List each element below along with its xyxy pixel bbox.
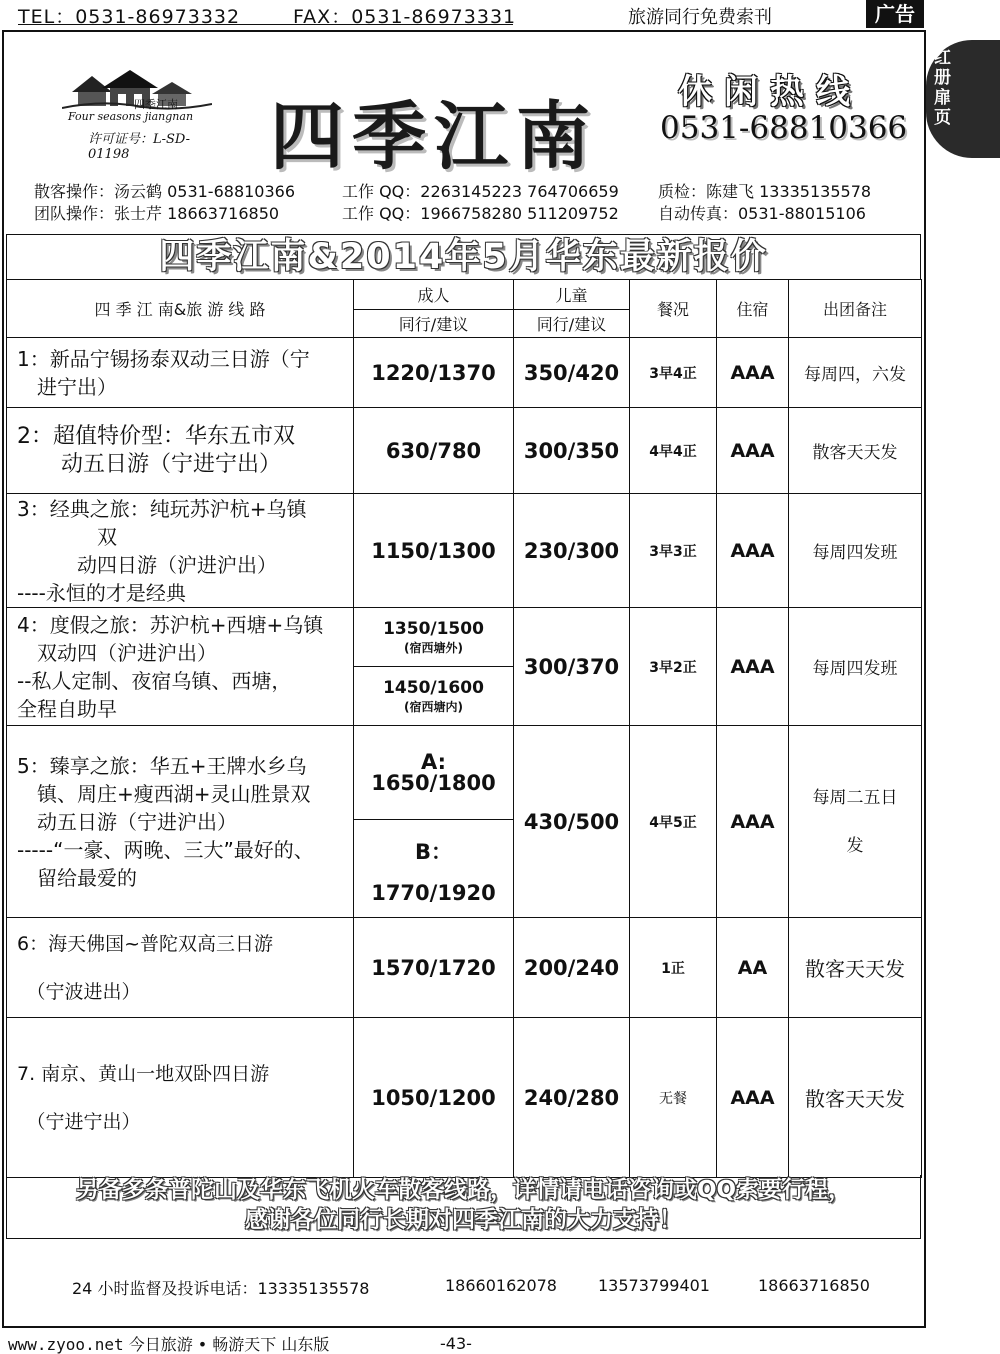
table-row [7, 726, 922, 820]
adult-price-option-b [354, 820, 514, 918]
meal-info: 4早5正 [630, 726, 717, 918]
top-bar [0, 0, 1000, 28]
header-child-sub: 同行/建议 [514, 310, 630, 338]
footnote-block [6, 1175, 921, 1239]
route-name: 4：度假之旅：苏沪杭+西塘+乌镇 双动四（沪进沪出） --私人定制、夜宿乌镇、西塘， 全程自助早 [7, 608, 354, 726]
table-row [7, 408, 922, 494]
meal-info: 1正 [630, 918, 717, 1018]
price-banner-title: 四季江南&2014年5月华东最新报价 [159, 237, 768, 277]
lodging-info: AAA [717, 608, 789, 726]
header-remark: 出团备注 [789, 280, 922, 338]
free-catalog-text: 旅游同行免费索刊 [628, 7, 772, 28]
footnote-line-1: 另备多条普陀山及华东飞机火车散客线路，详情请电话咨询或QQ索要行程， [75, 1177, 852, 1203]
logo-name-en: Four seasons jiangnan [68, 110, 194, 123]
adult-price: 1350/1500 [383, 618, 484, 639]
route-name: 3：经典之旅：纯玩苏沪杭+乌镇 双 动四日游（沪进沪出） ----永恒的才是经典 [7, 494, 354, 608]
route-name: 7. 南京、黄山一地双卧四日游 （宁进宁出） [7, 1018, 354, 1178]
lodging-info: AAA [717, 338, 789, 408]
lodging-info: AA [717, 918, 789, 1018]
page-number: -43- [440, 1334, 472, 1353]
company-logo [62, 66, 212, 162]
adult-price-label: A: [420, 749, 447, 774]
quality-check-contact: 质检：陈建飞 13335135578 [658, 182, 872, 201]
route-name: 2：超值特价型：华东五市双 动五日游（宁进宁出） [7, 408, 354, 494]
hotline-number: 0531-68810366 [660, 110, 908, 146]
child-price: 350/420 [514, 338, 630, 408]
adult-price-option-a [354, 726, 514, 820]
header-route: 四 季 江 南&旅 游 线 路 [7, 280, 354, 338]
adult-price-label: B： [414, 839, 452, 864]
site-url: www.zyoo.net [8, 1335, 124, 1354]
header-fax: FAX：0531-86973331 [293, 6, 517, 28]
brand-title: 四季江南 [270, 94, 598, 180]
complaint-phone-2: 18660162078 [445, 1276, 557, 1295]
header-lodging: 住宿 [717, 280, 789, 338]
route-name: 5：臻享之旅：华五+王牌水乡乌 镇、周庄+瘦西湖+灵山胜景双 动五日游（宁进沪出） -----“一豪、两晚、三大”最好的、 留给最爱的 [7, 726, 354, 918]
lodging-info: AAA [717, 1018, 789, 1178]
header-rule [18, 24, 513, 25]
bottom-bar [8, 1332, 329, 1354]
adult-price: 1650/1800 [371, 770, 496, 795]
table-header-row [7, 280, 922, 310]
departure-remark: 散客天天发 [789, 1018, 922, 1178]
lodging-info: AAA [717, 494, 789, 608]
departure-remark: 每周四，六发 [789, 338, 922, 408]
route-name: 6：海天佛国~普陀双高三日游 （宁波进出） [7, 918, 354, 1018]
child-price: 230/300 [514, 494, 630, 608]
child-price: 430/500 [514, 726, 630, 918]
child-price: 300/350 [514, 408, 630, 494]
price-banner [6, 234, 921, 280]
meal-info: 3早4正 [630, 338, 717, 408]
price-table [6, 279, 922, 1178]
side-tab [926, 40, 1000, 158]
meal-info: 4早4正 [630, 408, 717, 494]
complaint-phone-3: 13573799401 [598, 1276, 710, 1295]
meal-info: 3早3正 [630, 494, 717, 608]
work-qq-2: 工作 QQ：1966758280 511209752 [342, 204, 619, 223]
child-price: 240/280 [514, 1018, 630, 1178]
route-name: 1：新品宁锡扬泰双动三日游（宁 进宁出） [7, 338, 354, 408]
child-price: 200/240 [514, 918, 630, 1018]
logo-name-cn: 四季江南 [134, 98, 178, 111]
lodging-info: AAA [717, 408, 789, 494]
adult-price: 1050/1200 [354, 1018, 514, 1178]
side-tab-label: 红册扉页 [934, 48, 951, 128]
adult-price-option-a [354, 608, 514, 667]
adult-price-option-b [354, 667, 514, 726]
work-qq-1: 工作 QQ：2263145223 764706659 [342, 182, 619, 201]
departure-remark: 散客天天发 [789, 918, 922, 1018]
meal-info: 3早2正 [630, 608, 717, 726]
adult-price: 630/780 [354, 408, 514, 494]
header-child: 儿童 [514, 280, 630, 310]
adult-price: 1450/1600 [383, 677, 484, 698]
departure-remark: 每周四发班 [789, 608, 922, 726]
footer-slogan: 今日旅游 • 畅游天下 山东版 [128, 1335, 330, 1354]
table-row [7, 1018, 922, 1178]
ad-tag: 广告 [866, 0, 924, 28]
header-meal: 餐况 [630, 280, 717, 338]
license-number: 许可证号：L-SD-01198 [88, 132, 190, 162]
adult-price-note: (宿西塘内) [404, 699, 463, 714]
table-row [7, 608, 922, 667]
adult-price-note: (宿西塘外) [404, 640, 463, 655]
departure-remark: 散客天天发 [789, 408, 922, 494]
child-price: 300/370 [514, 608, 630, 726]
adult-price: 1220/1370 [354, 338, 514, 408]
header-adult: 成人 [354, 280, 514, 310]
departure-remark: 每周二五日 发 [789, 726, 922, 918]
header-tel: TEL：0531-86973332 [18, 6, 241, 28]
table-row [7, 494, 922, 608]
hotline-label: 休闲热线 [678, 72, 862, 112]
complaint-phone-4: 18663716850 [758, 1276, 870, 1295]
adult-price: 1770/1920 [371, 880, 496, 905]
complaint-hotline: 24 小时监督及投诉电话：13335135578 [72, 1279, 370, 1298]
group-ops-contact: 团队操作：张士芹 18663716850 [34, 204, 280, 223]
departure-remark: 每周四发班 [789, 494, 922, 608]
table-row [7, 918, 922, 1018]
retail-ops-contact: 散客操作：汤云鹤 0531-68810366 [34, 182, 296, 201]
footnote-line-2: 感谢各位同行长期对四季江南的大力支持！ [245, 1207, 682, 1233]
auto-fax-contact: 自动传真：0531-88015106 [658, 204, 866, 223]
lodging-info: AAA [717, 726, 789, 918]
adult-price: 1150/1300 [354, 494, 514, 608]
adult-price: 1570/1720 [354, 918, 514, 1018]
table-row [7, 338, 922, 408]
meal-info: 无餐 [630, 1018, 717, 1178]
header-adult-sub: 同行/建议 [354, 310, 514, 338]
